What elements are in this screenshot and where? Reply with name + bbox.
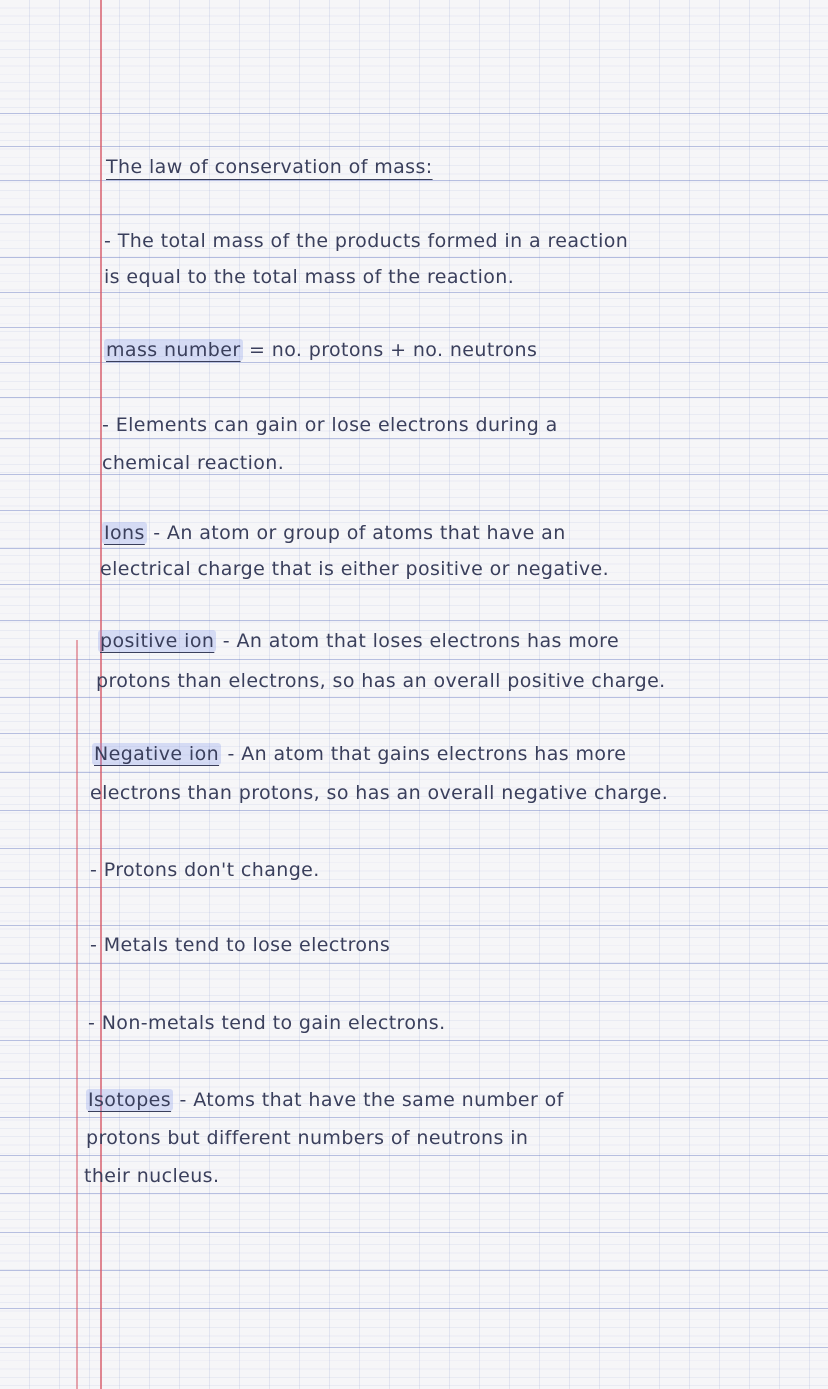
rule-line	[0, 1001, 828, 1002]
rule-line	[0, 772, 828, 773]
negative-ion-line-1	[92, 737, 626, 771]
rule-line	[0, 113, 828, 114]
mass-number-line	[104, 333, 537, 367]
mass-number-definition: = no. protons + no. neutrons	[242, 339, 538, 361]
rule-line	[0, 963, 828, 964]
rule-line	[0, 327, 828, 328]
negative-ion-term: Negative ion	[94, 743, 220, 765]
ions-line-2: electrical charge that is either positive or negative.	[100, 558, 610, 580]
rule-line	[0, 1078, 828, 1079]
elements-line-1: - Elements can gain or lose electrons during a	[102, 414, 558, 436]
protons-line: - Protons don't change.	[90, 859, 320, 881]
rule-line	[0, 1270, 828, 1271]
conservation-line-1: - The total mass of the products formed in a reaction	[104, 230, 629, 252]
rule-line	[0, 146, 828, 147]
isotopes-definition-1: - Atoms that have the same number of	[173, 1089, 564, 1111]
rule-line	[0, 733, 828, 734]
isotopes-term: Isotopes	[88, 1089, 172, 1111]
mass-number-term: mass number	[106, 339, 241, 361]
rule-line	[0, 620, 828, 621]
rule-line	[0, 1155, 828, 1156]
margin-line-secondary	[76, 640, 78, 1389]
rule-line	[0, 1347, 828, 1348]
ions-definition-1: - An atom or group of atoms that have an	[146, 522, 566, 544]
positive-ion-definition-1: - An atom that loses electrons has more	[216, 630, 620, 652]
rule-line	[0, 848, 828, 849]
rule-line	[0, 887, 828, 888]
rule-line	[0, 1117, 828, 1118]
rule-line	[0, 214, 828, 215]
isotopes-line-2: protons but different numbers of neutrons in	[86, 1127, 529, 1149]
ions-term: Ions	[104, 522, 145, 544]
rule-line	[0, 1232, 828, 1233]
negative-ion-definition-1: - An atom that gains electrons has more	[221, 743, 627, 765]
rule-line	[0, 510, 828, 511]
isotopes-line-1	[86, 1083, 564, 1117]
ions-line-1	[102, 516, 566, 550]
elements-line-2: chemical reaction.	[102, 452, 285, 474]
negative-ion-line-2: electrons than protons, so has an overall negative charge.	[90, 782, 669, 804]
rule-line	[0, 810, 828, 811]
page-title: The law of conservation of mass:	[106, 156, 433, 178]
positive-ion-line-2: protons than electrons, so has an overall positive charge.	[96, 670, 666, 692]
rule-line	[0, 925, 828, 926]
positive-ion-line-1	[98, 624, 619, 658]
rule-line	[0, 397, 828, 398]
rule-line	[0, 1040, 828, 1041]
positive-ion-term: positive ion	[100, 630, 215, 652]
nonmetals-line: - Non-metals tend to gain electrons.	[88, 1012, 446, 1034]
conservation-line-2: is equal to the total mass of the reaction.	[104, 266, 515, 288]
rule-line	[0, 1193, 828, 1194]
rule-line	[0, 659, 828, 660]
metals-line: - Metals tend to lose electrons	[90, 934, 391, 956]
isotopes-line-3: their nucleus.	[84, 1165, 220, 1187]
rule-line	[0, 1308, 828, 1309]
